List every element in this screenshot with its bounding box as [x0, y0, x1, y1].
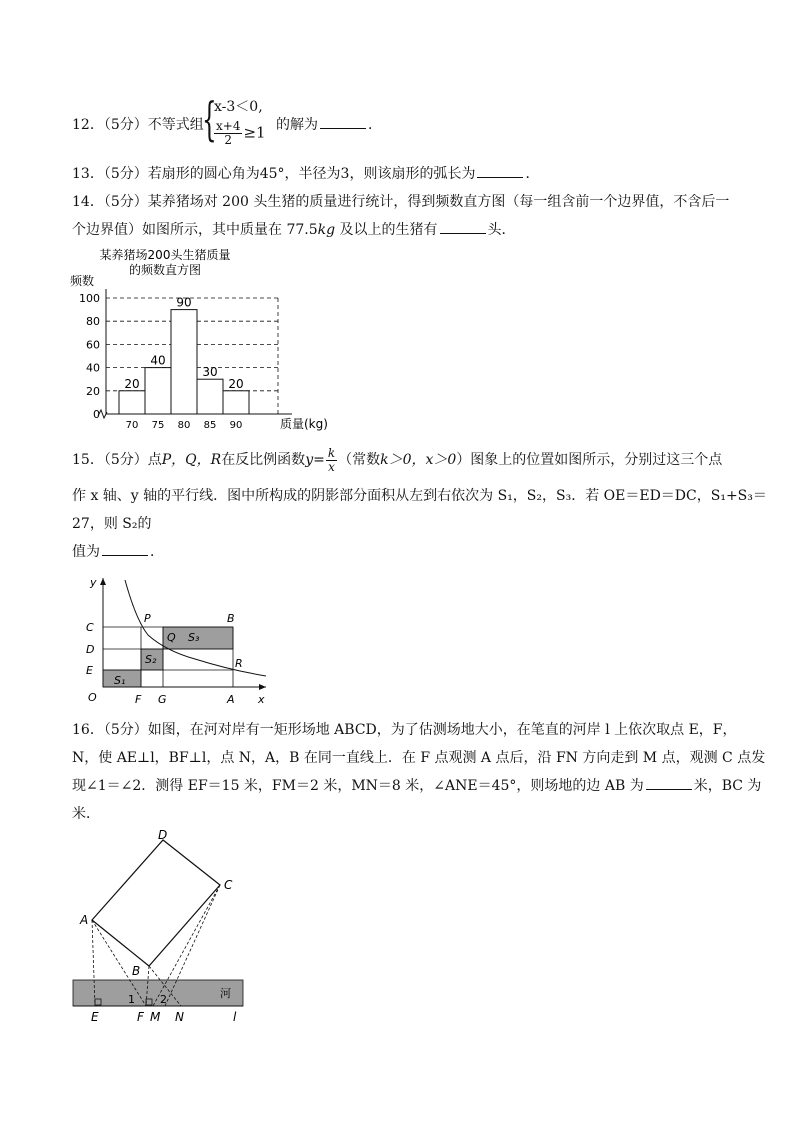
label-B: B	[227, 612, 235, 625]
question-16-line2: N，使 AE⊥l，BF⊥l，点 N，A，B 在同一直线上．在 F 点观测 A 点后，沿 FN 方向走到 M 点，观测 C 点发	[72, 750, 766, 766]
y-tick-label: 0	[93, 408, 100, 421]
bar-value-label: 20	[228, 376, 244, 391]
bar-value-label: 30	[202, 365, 218, 380]
label-R: R	[235, 657, 243, 670]
answer-blank[interactable]	[102, 541, 148, 556]
answer-blank[interactable]	[646, 775, 692, 790]
label-G: G	[158, 693, 167, 706]
rectangle-abcd	[92, 840, 220, 966]
brace-icon: {	[202, 92, 217, 146]
label-river: 河	[220, 987, 231, 1000]
label-D: D	[86, 643, 95, 656]
answer-blank[interactable]	[477, 163, 523, 178]
question-15-line3: 27，则 S₂的	[72, 516, 152, 532]
question-12	[72, 92, 432, 152]
inverse-function-figure	[70, 575, 270, 715]
river-rectangle-figure	[70, 825, 270, 1025]
label-S1: S₁	[114, 674, 126, 687]
label-P: P	[144, 612, 151, 625]
label-S3: S₃	[188, 631, 200, 644]
label-O: O	[88, 691, 97, 704]
label-y: y	[90, 576, 97, 589]
label-N: N	[175, 1010, 184, 1024]
x-tick-label: 70	[125, 420, 139, 431]
y-tick-label: 20	[86, 384, 100, 398]
chart-subtitle: 的频数直方图	[128, 263, 202, 277]
x-tick-label: 90	[229, 420, 243, 431]
histogram-bar	[197, 379, 223, 414]
label-angle-2: 2	[160, 993, 167, 1006]
histogram-bar	[171, 310, 197, 414]
x-axis-label: 质量(kg)	[280, 417, 328, 431]
label-A: A	[227, 693, 235, 706]
y-tick-label: 40	[86, 361, 100, 375]
question-15-line2: 作 x 轴、y 轴的平行线．图中所构成的阴影部分面积从左到右依次为 S₁，S₂，S₃．若 OE＝ED＝DC，S₁+S₃＝	[72, 488, 767, 504]
label-B: B	[132, 964, 141, 978]
answer-blank[interactable]	[320, 114, 366, 129]
label-D: D	[158, 828, 168, 842]
q12-tail: 的解为 ．	[276, 114, 382, 134]
river-band	[73, 980, 243, 1006]
question-15-line1: 15．（5分）点P，Q，R在反比例函数y= $\frac{k}{x}$ （常数k＞0，x＞0）图象上的位置如图所示，分别过这三个点	[72, 445, 723, 474]
label-A: A	[80, 913, 89, 927]
label-x: x	[258, 693, 265, 706]
question-16-line1: 16．（5分）如图，在河对岸有一矩形场地 ABCD，为了估测场地大小，在笔直的河岸 l 上依次取点 E，F，	[72, 722, 737, 738]
histogram-chart	[60, 244, 330, 434]
x-tick-label: 75	[151, 420, 165, 431]
question-14-line2: 个边界值）如图所示，其中质量在 77.5kg 及以上的生猪有 头．	[72, 216, 516, 244]
answer-blank[interactable]	[440, 219, 486, 234]
q12-ineq1: x-3＜0,	[214, 99, 263, 115]
y-tick-label: 60	[86, 338, 100, 352]
bar-value-label: 20	[124, 376, 140, 391]
x-tick-label: 80	[177, 420, 191, 431]
label-E: E	[91, 1010, 99, 1024]
label-F: F	[135, 693, 142, 706]
label-Q: Q	[167, 631, 176, 644]
question-15-line4: 值为 ．	[72, 538, 164, 566]
question-13: 13．（5分）若扇形的圆心角为45°，半径为3，则该扇形的弧长为 ．	[72, 160, 539, 188]
label-F: F	[137, 1010, 144, 1024]
chart-title: 某养猪场200头生猪质量	[99, 248, 231, 262]
histogram-bar	[145, 368, 171, 414]
question-14-line1: 14．（5分）某养猪场对 200 头生猪的质量进行统计，得到频数直方图（每一组含前一个边界值，不含后一	[72, 194, 730, 210]
label-E: E	[86, 664, 93, 677]
label-M: M	[150, 1010, 161, 1024]
q12-ineq2: $\frac{x+4}{2}$ ≥1	[216, 119, 266, 147]
q12-number: 12．（5分）不等式组	[72, 117, 204, 133]
bar-value-label: 40	[150, 353, 166, 368]
histogram-bar	[119, 391, 145, 414]
x-tick-label: 85	[203, 420, 217, 431]
y-axis-label: 频数	[70, 274, 95, 288]
y-tick-label: 80	[86, 315, 100, 329]
label-l: l	[233, 1010, 237, 1024]
question-16-line4: 米．	[72, 806, 100, 822]
label-C: C	[86, 621, 94, 634]
bar-value-label: 90	[176, 295, 192, 310]
label-angle-1: 1	[128, 993, 135, 1006]
label-C: C	[224, 878, 233, 892]
question-16-line3: 现∠1＝∠2．测得 EF＝15 米，FM＝2 米，MN＝8 米，∠ANE＝45°，则场地的边 AB 为 米，BC 为	[72, 772, 761, 800]
label-S2: S₂	[145, 653, 157, 666]
y-tick-label: 100	[79, 292, 100, 305]
histogram-bar	[223, 391, 249, 414]
